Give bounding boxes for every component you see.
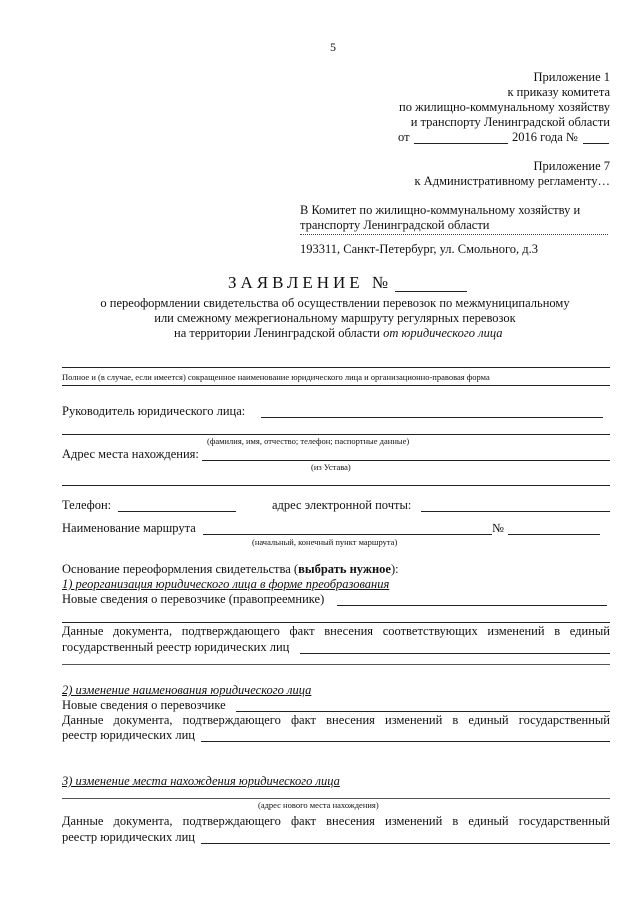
route-field[interactable] bbox=[203, 534, 492, 535]
annex1-line4: и транспорту Ленинградской области bbox=[410, 115, 610, 129]
basis-bold: выбрать нужное bbox=[298, 562, 391, 576]
annex1-number-field[interactable] bbox=[583, 143, 609, 144]
document-title: ЗАЯВЛЕНИЕ № bbox=[228, 273, 393, 292]
title-sub2: или смежному межрегиональному маршруту регулярных перевозок bbox=[154, 311, 516, 325]
annex7-line1: Приложение 7 bbox=[533, 159, 610, 173]
option3-doc-line1: Данные документа, подтверждающего факт внесения изменений в единый государственный bbox=[62, 814, 610, 828]
option3-doc-line2: реестр юридических лиц bbox=[62, 830, 195, 844]
option2-new-info-field[interactable] bbox=[236, 711, 610, 712]
head-hint: (фамилия, имя, отчество; телефон; паспортные данные) bbox=[207, 436, 410, 446]
option1-doc-line2: государственный реестр юридических лиц bbox=[62, 640, 290, 654]
option1-new-info-field-2[interactable] bbox=[62, 622, 610, 623]
page-number: 5 bbox=[330, 40, 336, 54]
basis-suffix: ): bbox=[390, 562, 399, 576]
title-sub3-italic: от юридического лица bbox=[383, 326, 503, 340]
title-sub3 bbox=[174, 326, 503, 341]
annex1-line1: Приложение 1 bbox=[533, 70, 610, 84]
option2-title[interactable]: 2) изменение наименования юридического лица bbox=[62, 683, 312, 697]
route-hint: (начальный, конечный пункт маршрута) bbox=[252, 537, 398, 547]
addressee-line2: транспорту Ленинградской области bbox=[300, 218, 490, 232]
annex1-line2: к приказу комитета bbox=[507, 85, 610, 99]
basis-heading bbox=[62, 562, 399, 577]
annex1-from-label: от bbox=[398, 130, 410, 144]
option1-title[interactable]: 1) реорганизация юридического лица в форме преобразования bbox=[62, 577, 390, 591]
option3-address-field[interactable] bbox=[62, 798, 610, 799]
option2-doc-line2: реестр юридических лиц bbox=[62, 728, 195, 742]
application-number-field[interactable] bbox=[395, 291, 467, 292]
option3-hint: (адрес нового места нахождения) bbox=[258, 800, 379, 810]
annex1-line3: по жилищно-коммунальному хозяйству bbox=[399, 100, 610, 114]
option1-new-info-field[interactable] bbox=[337, 605, 607, 606]
option3-title[interactable]: 3) изменение места нахождения юридического лица bbox=[62, 774, 340, 788]
email-field[interactable] bbox=[421, 511, 610, 512]
head-field[interactable] bbox=[261, 417, 603, 418]
title-sub1: о переоформлении свидетельства об осуществлении перевозок по межмуниципальному bbox=[100, 296, 570, 310]
address-field[interactable] bbox=[202, 460, 610, 461]
option2-doc-field[interactable] bbox=[201, 741, 610, 742]
annex1-year-label: 2016 года № bbox=[512, 130, 578, 144]
title-sub3-text: на территории Ленинградской области bbox=[174, 326, 380, 340]
option1-doc-field[interactable] bbox=[300, 653, 610, 654]
option1-new-info-label: Новые сведения о перевозчике (правопреемнике) bbox=[62, 592, 325, 606]
route-number-label: № bbox=[492, 521, 504, 535]
head-field-2[interactable] bbox=[62, 434, 610, 435]
annex1-date-field[interactable] bbox=[414, 143, 508, 144]
basis-prefix: Основание переоформления свидетельства ( bbox=[62, 562, 299, 576]
annex7-line2: к Административному регламенту… bbox=[414, 174, 610, 188]
option2-doc-line1: Данные документа, подтверждающего факт внесения изменений в единый государственный bbox=[62, 713, 610, 727]
addressee-address: 193311, Санкт-Петербург, ул. Смольного, д.3 bbox=[300, 242, 539, 256]
address-field-2[interactable] bbox=[62, 485, 610, 486]
option1-doc-field-2[interactable] bbox=[62, 664, 610, 665]
phone-label: Телефон: bbox=[62, 498, 112, 512]
email-label: адрес электронной почты: bbox=[272, 498, 412, 512]
addressee-divider bbox=[300, 234, 608, 235]
route-number-field[interactable] bbox=[508, 534, 600, 535]
address-hint: (из Устава) bbox=[311, 462, 351, 472]
head-label: Руководитель юридического лица: bbox=[62, 404, 246, 418]
full-name-field[interactable] bbox=[62, 367, 610, 368]
route-label: Наименование маршрута bbox=[62, 521, 196, 535]
option3-doc-field[interactable] bbox=[201, 843, 610, 844]
full-name-hint: Полное и (в случае, если имеется) сокращенное наименование юридического лица и организационно-правовая форма bbox=[62, 372, 490, 382]
full-name-field-2[interactable] bbox=[62, 385, 610, 386]
address-label: Адрес места нахождения: bbox=[62, 447, 199, 461]
addressee-line1: В Комитет по жилищно-коммунальному хозяйству и bbox=[300, 203, 581, 217]
option1-doc-line1: Данные документа, подтверждающего факт внесения соответствующих изменений в единый bbox=[62, 624, 610, 638]
phone-field[interactable] bbox=[118, 511, 236, 512]
option2-new-info-label: Новые сведения о перевозчике bbox=[62, 698, 226, 712]
